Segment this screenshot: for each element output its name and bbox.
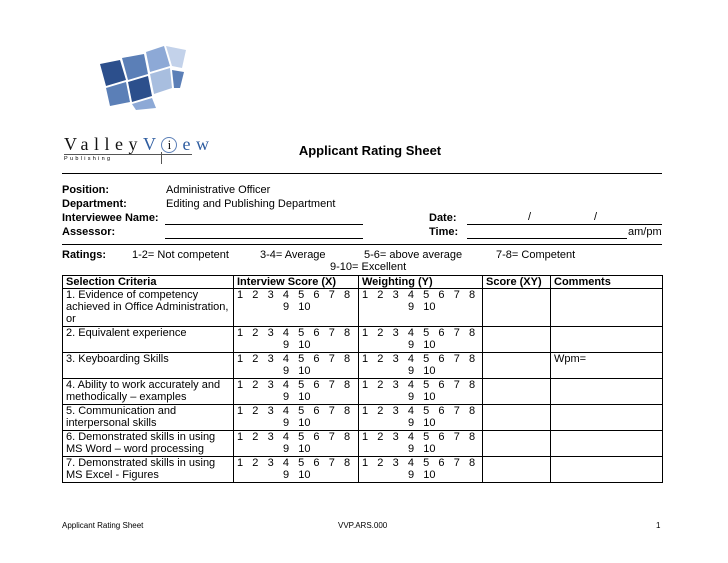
scale-line-2: 9 10 [283, 391, 311, 403]
comments-cell[interactable] [551, 405, 663, 431]
header-comments: Comments [551, 276, 663, 289]
interviewee-label: Interviewee Name: [62, 212, 159, 224]
score-xy-cell[interactable] [483, 327, 551, 353]
logo-mosaic-icon [98, 44, 190, 110]
scale-line-2: 9 10 [408, 469, 436, 481]
scale-line-1: 1 2 3 4 5 6 7 8 [237, 457, 351, 469]
date-field[interactable] [467, 224, 662, 225]
scale-line-1: 1 2 3 4 5 6 7 8 [237, 289, 351, 301]
logo-wordmark: ValleyV i ew [64, 134, 215, 154]
time-suffix: am/pm [628, 226, 662, 238]
scale-line-2: 9 10 [408, 417, 436, 429]
rating-1-2: 1-2= Not competent [132, 249, 229, 261]
scale-line-2: 9 10 [408, 365, 436, 377]
criteria-cell: 1. Evidence of competency achieved in Office Administration, or [63, 289, 234, 327]
header-weighting: Weighting (Y) [359, 276, 483, 289]
rating-3-4: 3-4= Average [260, 249, 326, 261]
table-row [63, 379, 663, 405]
department-label: Department: [62, 198, 127, 210]
selection-criteria-table [62, 275, 663, 483]
scale-line-2: 9 10 [408, 301, 436, 313]
comments-cell[interactable] [551, 379, 663, 405]
weighting-cell[interactable] [359, 405, 483, 431]
weighting-cell[interactable] [359, 457, 483, 483]
weighting-cell[interactable] [359, 289, 483, 327]
scale-line-1: 1 2 3 4 5 6 7 8 [362, 379, 476, 391]
score-xy-cell[interactable] [483, 353, 551, 379]
scale-line-2: 9 10 [283, 469, 311, 481]
header-score-xy: Score (XY) [483, 276, 551, 289]
criteria-cell: 3. Keyboarding Skills [63, 353, 234, 379]
scale-line-1: 1 2 3 4 5 6 7 8 [237, 431, 351, 443]
interviewee-name-field[interactable] [165, 224, 363, 225]
logo-subtitle: Publishing [64, 156, 113, 162]
assessor-label: Assessor: [62, 226, 116, 238]
department-value: Editing and Publishing Department [166, 198, 336, 210]
interview-score-cell[interactable] [234, 379, 359, 405]
scale-line-2: 9 10 [283, 301, 311, 313]
header-selection-criteria: Selection Criteria [63, 276, 234, 289]
comments-cell[interactable] [551, 289, 663, 327]
interview-score-cell[interactable] [234, 289, 359, 327]
interview-score-cell[interactable] [234, 353, 359, 379]
table-row [63, 353, 663, 379]
scale-line-1: 1 2 3 4 5 6 7 8 [362, 431, 476, 443]
interview-score-cell[interactable] [234, 431, 359, 457]
weighting-cell[interactable] [359, 431, 483, 457]
scale-line-2: 9 10 [408, 339, 436, 351]
comments-cell[interactable] [551, 327, 663, 353]
table-row [63, 457, 663, 483]
interview-score-cell[interactable] [234, 405, 359, 431]
table-row [63, 405, 663, 431]
table-row [63, 431, 663, 457]
table-row [63, 327, 663, 353]
table-header-row [63, 276, 663, 289]
scale-line-1: 1 2 3 4 5 6 7 8 [237, 353, 351, 365]
fields-divider [62, 244, 662, 245]
scale-line-1: 1 2 3 4 5 6 7 8 [362, 327, 476, 339]
date-label: Date: [429, 212, 457, 224]
scale-line-2: 9 10 [408, 443, 436, 455]
weighting-cell[interactable] [359, 353, 483, 379]
criteria-cell: 6. Demonstrated skills in using MS Word – word processing [63, 431, 234, 457]
scale-line-1: 1 2 3 4 5 6 7 8 [237, 405, 351, 417]
comments-cell[interactable] [551, 431, 663, 457]
rating-7-8: 7-8= Competent [496, 249, 576, 261]
scale-line-1: 1 2 3 4 5 6 7 8 [237, 379, 351, 391]
time-field[interactable] [467, 238, 627, 239]
position-value: Administrative Officer [166, 184, 271, 196]
criteria-cell: 7. Demonstrated skills in using MS Excel - Figures [63, 457, 234, 483]
score-xy-cell[interactable] [483, 457, 551, 483]
date-separator-1: / [528, 211, 532, 223]
score-xy-cell[interactable] [483, 405, 551, 431]
footer-page-number: 1 [656, 521, 661, 530]
scale-line-2: 9 10 [283, 365, 311, 377]
weighting-cell[interactable] [359, 379, 483, 405]
criteria-cell: 5. Communication and interpersonal skills [63, 405, 234, 431]
scale-line-1: 1 2 3 4 5 6 7 8 [362, 405, 476, 417]
rating-5-6: 5-6= above average [364, 249, 463, 261]
score-xy-cell[interactable] [483, 289, 551, 327]
weighting-cell[interactable] [359, 327, 483, 353]
criteria-cell: 2. Equivalent experience [63, 327, 234, 353]
scale-line-1: 1 2 3 4 5 6 7 8 [237, 327, 351, 339]
table-row [63, 289, 663, 327]
time-label: Time: [429, 226, 459, 238]
criteria-cell: 4. Ability to work accurately and methodically – examples [63, 379, 234, 405]
scale-line-2: 9 10 [283, 443, 311, 455]
scale-line-1: 1 2 3 4 5 6 7 8 [362, 353, 476, 365]
header-interview-score: Interview Score (X) [234, 276, 359, 289]
scale-line-1: 1 2 3 4 5 6 7 8 [362, 457, 476, 469]
scale-line-1: 1 2 3 4 5 6 7 8 [362, 289, 476, 301]
comments-cell[interactable]: Wpm= [551, 353, 663, 379]
interview-score-cell[interactable] [234, 327, 359, 353]
scale-line-2: 9 10 [283, 417, 311, 429]
footer-doc-title: Applicant Rating Sheet [62, 521, 144, 530]
comments-cell[interactable] [551, 457, 663, 483]
position-label: Position: [62, 184, 110, 196]
interview-score-cell[interactable] [234, 457, 359, 483]
scale-line-2: 9 10 [408, 391, 436, 403]
assessor-field[interactable] [165, 238, 363, 239]
title-divider [62, 173, 662, 174]
rating-9-10: 9-10= Excellent [330, 261, 407, 273]
score-xy-cell[interactable] [483, 431, 551, 457]
scale-line-2: 9 10 [283, 339, 311, 351]
score-xy-cell[interactable] [483, 379, 551, 405]
ratings-label: Ratings: [62, 249, 106, 261]
date-separator-2: / [594, 211, 598, 223]
footer-doc-code: VVP.ARS.000 [338, 521, 388, 530]
page-title: Applicant Rating Sheet [298, 143, 442, 158]
